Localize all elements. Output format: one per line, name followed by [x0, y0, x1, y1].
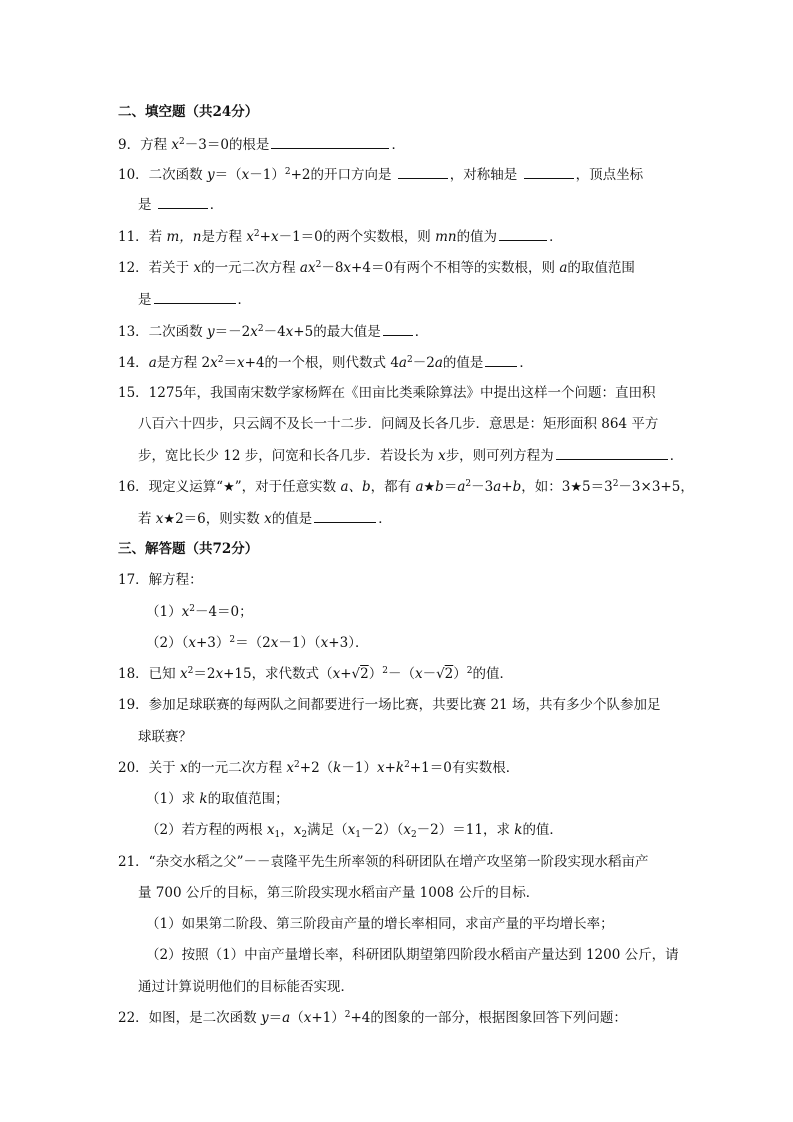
question-15: 15．1275年，我国南宋数学家杨辉在《田亩比类乘除算法》中提出这样一个问题：直田积 [118, 385, 656, 401]
question-15-cont-2: 步，宽比长少 12 步，问宽和长各几步．若设长为 x步，则可列方程为 ． [138, 445, 683, 465]
question-10-cont: 是 ． [138, 194, 223, 214]
question-16: 16．现定义运算“★”，对于任意实数 a、b，都有 $a★b=a^2-3a+b$，如：$3★5=3^2-3\times 3+5$， [118, 479, 694, 495]
question-21: 21．“杂交水稻之父”－－袁隆平先生所率领的科研团队在增产攻坚第一阶段实现水稻亩产 [118, 854, 649, 870]
section-heading-fill-in [118, 102, 258, 122]
answer-blank[interactable] [158, 194, 208, 209]
answer-blank[interactable] [154, 289, 236, 304]
question-20-part-1: （1）求 k的取值范围； [146, 791, 289, 807]
question-12-cont: 是 ． [138, 289, 251, 309]
question-20-part-2: （2）若方程的两根 $x_1$，$x_2$满足$(x_1-2)(x_2-2)=11$，求 k的值． [146, 822, 563, 840]
question-12: 12．若关于 x的一元二次方程 $ax^2-8x+4=0$有两个不相等的实数根，则 a的取值范围 [118, 260, 635, 276]
question-18: 18．已知 $x^2=2x+15$，求代数式$(x+√2)^2-(x-√2)^2$的值． [118, 666, 513, 682]
question-21-part-1: （1）如果第二阶段、第三阶段亩产量的增长率相同，求亩产量的平均增长率； [146, 916, 614, 932]
question-19: 19．参加足球联赛的每两队之间都要进行一场比赛，共要比赛 21 场，共有多少个队参加足 [118, 697, 661, 713]
answer-blank[interactable] [314, 508, 376, 523]
question-17-part-1: $(1)x^2-4=0$； [146, 604, 253, 620]
star-operator-icon: ★ [223, 480, 235, 495]
answer-blank[interactable] [271, 134, 389, 149]
answer-blank[interactable] [485, 352, 517, 367]
section-title: 二、填空题（共24分） [118, 104, 259, 120]
question-19-cont: 球联赛？ [138, 729, 192, 745]
answer-blank[interactable] [398, 164, 448, 179]
sqrt-2: √2 [436, 666, 454, 682]
question-21-cont: 量 700 公斤的目标，第三阶段实现水稻亩产量 1008 公斤的目标． [138, 885, 540, 901]
sqrt-2: √2 [351, 666, 369, 682]
answer-blank[interactable] [524, 164, 574, 179]
answer-blank[interactable] [383, 321, 413, 336]
section-heading-solve [118, 539, 258, 559]
question-22: 22．如图，是二次函数 $y=a(x+1)^2+4$的图象的一部分，根据图象回答下列问题： [118, 1010, 627, 1026]
question-17: 17．解方程： [118, 572, 203, 588]
question-13: 13．二次函数 $y=-2x^2-4x+5$的最大值是 ． [118, 321, 428, 341]
question-16-cont: 若 x★2＝6，则实数 x的值是 ． [138, 508, 392, 528]
question-11: 11．若 m，n是方程 $x^2+x-1=0$的两个实数根，则 mn的值为 ． [118, 226, 563, 246]
question-15-cont-1: 八百六十四步，只云阔不及长一十二步．问阔及长各几步．意思是：矩形面积 864 平方 [138, 416, 659, 432]
answer-blank[interactable] [556, 445, 668, 460]
question-14: 14．a是方程 $2x^2=x+4$的一个根，则代数式 $4a^2-2a$的值是 ． [118, 352, 533, 372]
question-21-part-2-cont: 通过计算说明他们的目标能否实现． [138, 979, 354, 995]
question-10: 10．二次函数 $y=(x-1)^2+2$的开口方向是 ，对称轴是 ，顶点坐标 [118, 164, 643, 184]
section-title: 三、解答题（共72分） [118, 541, 259, 557]
question-21-part-2: （2）按照（1）中亩产量增长率，科研团队期望第四阶段水稻亩产量达到 1200 公斤，请 [146, 947, 679, 963]
question-17-part-2: $(2)(x+3)^2=(2x-1)(x+3)$． [146, 635, 369, 651]
answer-blank[interactable] [499, 226, 547, 241]
question-9: 9．方程 $x^2-3=0$的根是 ． [118, 134, 405, 154]
question-20: 20．关于 x的一元二次方程 $x^2+2(k-1)x+k^2+1=0$有实数根． [118, 760, 520, 776]
